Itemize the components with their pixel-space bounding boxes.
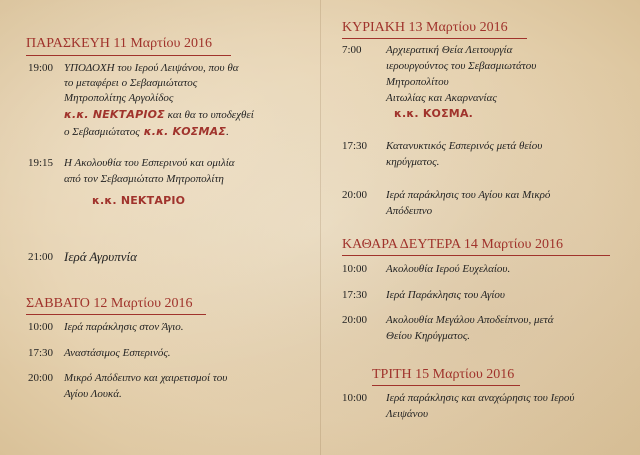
friday-underline	[26, 55, 231, 56]
saturday-time-1: 10:00	[28, 321, 54, 333]
friday-line	[64, 125, 229, 138]
friday-time-2: 19:15	[28, 157, 54, 169]
sunday-heading: ΚΥΡΙΑΚΗ 13 Μαρτίου 2016	[342, 20, 508, 35]
saturday-line: Ιερά παράκλησις στον Άγιο.	[64, 321, 184, 333]
friday-line: ΥΠΟΔΟΧΗ του Ιερού Λειψάνου, που θα	[64, 62, 239, 74]
sunday-underline	[342, 38, 527, 39]
tuesday-underline	[372, 385, 520, 386]
tuesday-line: Ιερά παράκλησις και αναχώρησις του Ιερού	[386, 392, 575, 404]
sunday-line: Αιτωλίας και Ακαρνανίας	[386, 92, 497, 104]
tuesday-line: Λειψάνου	[386, 408, 429, 420]
friday-time-1: 19:00	[28, 62, 54, 74]
monday-underline	[342, 255, 610, 256]
friday-line	[64, 108, 254, 121]
monday-line: Ακολουθία Ιερού Ευχελαίου.	[386, 263, 511, 275]
saturday-line: Αγίου Λουκά.	[64, 388, 122, 400]
sunday-line: ιερουργούντος του Σεβασμιωτάτου	[386, 60, 537, 72]
sunday-line: κηρύγματος.	[386, 156, 440, 168]
friday-line: από τον Σεβασμιώτατο Μητροπολίτη	[64, 173, 224, 185]
saturday-heading: ΣΑΒΒΑΤΟ 12 Μαρτίου 2016	[26, 296, 193, 311]
saturday-time-2: 17:30	[28, 347, 54, 359]
monday-time-3: 20:00	[342, 314, 368, 326]
friday-line: Η Ακολουθία του Εσπερινού και ομιλία	[64, 157, 235, 169]
monday-time-2: 17:30	[342, 289, 368, 301]
name-kosmas: κ.κ. ΚΟΣΜΑΣ	[139, 125, 227, 138]
sunday-line: Μητροπολίτου	[386, 76, 449, 88]
name-nektarios: κ.κ. ΝΕΚΤΑΡΙΟΣ	[64, 108, 165, 121]
friday-line-head: ο Σεβασμιώτατος	[64, 126, 140, 138]
friday-time-3: 21:00	[28, 251, 54, 263]
monday-line: Ακολουθία Μεγάλου Αποδείπνου, μετά	[386, 314, 554, 326]
friday-line-tail: και θα το υποδεχθεί	[164, 109, 254, 121]
friday-line-dot: .	[226, 126, 229, 138]
tuesday-heading: ΤΡΙΤΗ 15 Μαρτίου 2016	[372, 367, 515, 382]
sunday-time-2: 17:30	[342, 140, 368, 152]
left-page	[0, 0, 300, 455]
friday-line: Μητροπολίτης Αργολίδος	[64, 92, 174, 104]
sunday-line: Απόδειπνο	[386, 205, 433, 217]
saturday-line: Αναστάσιμος Εσπερινός.	[64, 347, 171, 359]
monday-heading: ΚΑΘΑΡΑ ΔΕΥΤΕΡΑ 14 Μαρτίου 2016	[342, 237, 563, 252]
name-kosma: κ.κ. ΚΟΣΜΑ.	[394, 107, 474, 120]
monday-line: Ιερά Παράκλησις του Αγίου	[386, 289, 505, 301]
right-page	[320, 0, 620, 455]
sunday-line: Αρχιερατική Θεία Λειτουργία	[386, 44, 513, 56]
name-nektario: κ.κ. ΝΕΚΤΑΡΙΟ	[92, 194, 186, 207]
friday-line: το μεταφέρει ο Σεβασμιώτατος	[64, 77, 198, 89]
friday-heading: ΠΑΡΑΣΚΕΥΗ 11 Μαρτίου 2016	[26, 36, 212, 51]
sunday-line: Κατανυκτικός Εσπερινός μετά θείου	[386, 140, 543, 152]
sunday-line: Ιερά παράκλησις του Αγίου και Μικρό	[386, 189, 551, 201]
monday-line: Θείου Κηρύγματος.	[386, 330, 471, 342]
saturday-underline	[26, 314, 206, 315]
friday-line: Ιερά Αγρυπνία	[64, 249, 137, 264]
sunday-time-3: 20:00	[342, 189, 368, 201]
saturday-line: Μικρό Απόδειπνο και χαιρετισμοί του	[64, 372, 228, 384]
monday-time-1: 10:00	[342, 263, 368, 275]
sunday-time-1: 7:00	[342, 44, 362, 56]
saturday-time-3: 20:00	[28, 372, 54, 384]
tuesday-time-1: 10:00	[342, 392, 368, 404]
